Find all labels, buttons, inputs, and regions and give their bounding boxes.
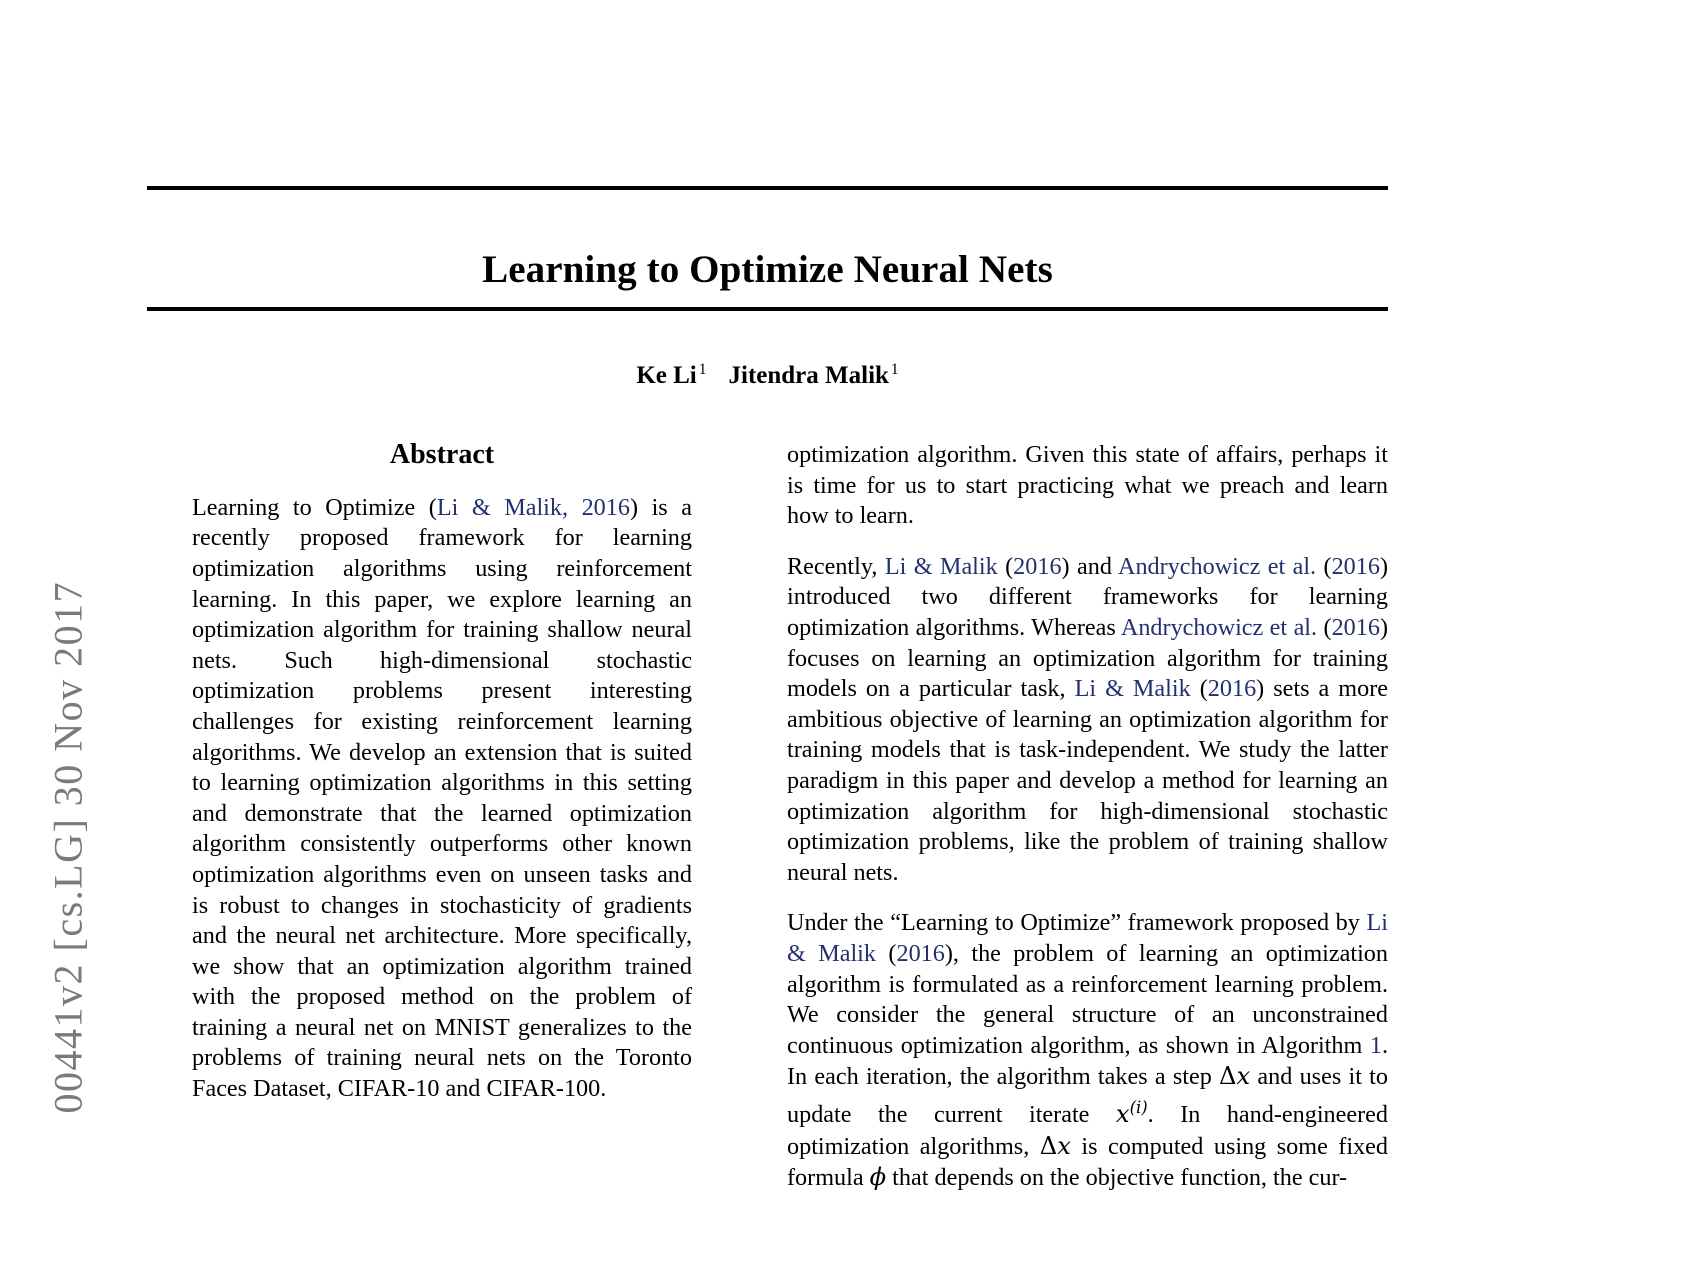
- body-paragraph: Under the “Learning to Optimize” framework proposed by Li & Malik (2016), the problem of learning an optimization algorithm is formulated as a reinforcement learning problem. We consider the general structure of an unconstrained continuous optimization algorithm, as shown in Algorithm 1. In each iteration, the algorithm takes a step Δx and uses it to update the current iterate $x^{(i)}$. In hand-engineered optimization algorithms, Δx is computed using some fixed formula ϕ that depends on the objective function, the cur-: [787, 909, 1388, 1192]
- citation-link[interactable]: Li & Malik: [1074, 675, 1191, 703]
- citation-link[interactable]: 1: [1369, 1031, 1382, 1059]
- inline-math: Δx: [1039, 1131, 1071, 1160]
- citation-link[interactable]: 2016: [1013, 552, 1062, 580]
- citation-link[interactable]: Li & Malik: [787, 909, 1388, 967]
- citation-link[interactable]: Andrychowicz et al.: [1117, 552, 1317, 580]
- page-title: Learning to Optimize Neural Nets: [482, 248, 1053, 292]
- citation-link[interactable]: Li & Malik: [884, 552, 998, 580]
- arxiv-identifier-stamp: 00441v2 [cs.LG] 30 Nov 2017: [45, 580, 91, 1114]
- inline-math-superscript: $x^{(i)}$: [1115, 1097, 1148, 1128]
- inline-math: Δx: [1219, 1062, 1251, 1091]
- author-affiliation-marker: 1: [698, 361, 707, 378]
- citation-link[interactable]: Li & Malik, 2016: [436, 493, 630, 521]
- body-paragraph: optimization algorithm. Given this state of affairs, perhaps it is time for us to start practicing what we preach and learn how to learn.: [787, 441, 1388, 530]
- citation-link[interactable]: 2016: [1331, 613, 1380, 641]
- author-list: [147, 361, 1388, 390]
- inline-math: ϕ: [869, 1163, 887, 1192]
- abstract-heading: Abstract: [389, 439, 495, 470]
- author-name: Jitendra Malik: [728, 362, 889, 390]
- author-name: Ke Li: [636, 362, 697, 390]
- author-entry: [729, 362, 899, 389]
- abstract-column: [192, 440, 692, 1105]
- author-entry: [636, 362, 706, 389]
- body-paragraph: Recently, Li & Malik (2016) and Andrychowicz et al. (2016) introduced two different frameworks for learning optimization algorithms. Whereas Andrychowicz et al. (2016) focuses on learning an optimization algorithm for training models on a particular task, Li & Malik (2016) sets a more ambitious objective of learning an optimization algorithm for training models that is task-independent. We study the latter paradigm in this paper and develop a method for learning an optimization algorithm for high-dimensional stochastic optimization problems, like the problem of training shallow neural nets.: [787, 552, 1388, 886]
- abstract-body: Learning to Optimize (Li & Malik, 2016) is a recently proposed framework for learning optimization algorithms using reinforcement learning. In this paper, we explore learning an optimization algorithm for training shallow neural nets. Such high-dimensional stochastic optimization problems present interesting challenges for existing reinforcement learning algorithms. We develop an extension that is suited to learning optimization algorithms in this setting and demonstrate that the learned optimization algorithm consistently outperforms other known optimization algorithms even on unseen tasks and is robust to changes in stochasticity of gradients and the neural net architecture. More specifically, we show that an optimization algorithm trained with the proposed method on the problem of training a neural net on MNIST generalizes to the problems of training neural nets on the Toronto Faces Dataset, CIFAR-10 and CIFAR-100.: [192, 493, 692, 1103]
- citation-link[interactable]: 2016: [1331, 552, 1380, 580]
- citation-link[interactable]: 2016: [896, 939, 945, 967]
- citation-link[interactable]: 2016: [1207, 675, 1257, 703]
- author-affiliation-marker: 1: [890, 361, 899, 378]
- introduction-column: [787, 440, 1388, 1194]
- citation-link[interactable]: Andrychowicz et al.: [1120, 613, 1318, 641]
- title-rule-top: [147, 186, 1388, 190]
- title-rule-bottom: [147, 307, 1388, 311]
